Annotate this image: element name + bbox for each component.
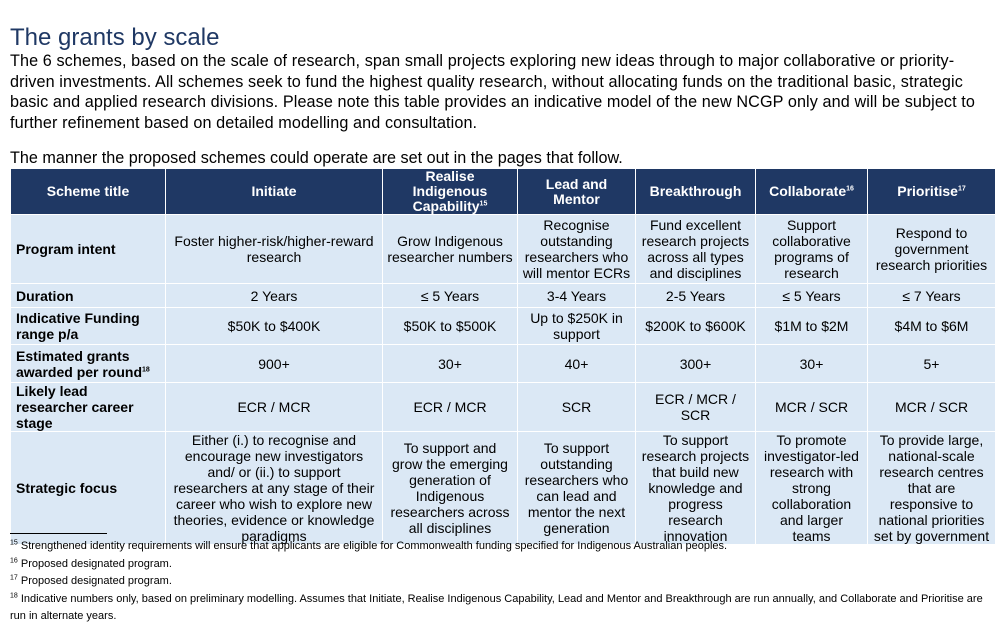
table-cell: ≤ 5 Years bbox=[383, 284, 518, 308]
table-cell: To support outstanding researchers who can lead and mentor the next generation bbox=[518, 432, 636, 545]
table-cell: ECR / MCR bbox=[383, 383, 518, 432]
table-cell: 900+ bbox=[166, 345, 383, 383]
table-cell: Either (i.) to recognise and encourage new investigators and/ or (ii.) to support researchers at any stage of their career who wish to explore new theories, evidence or knowledge paradigms bbox=[166, 432, 383, 545]
table-cell: MCR / SCR bbox=[756, 383, 868, 432]
footnote: $^{17}$ Proposed designated program. bbox=[10, 574, 172, 587]
footnote: $^{15}$ Strengthened identity requirements will ensure that applicants are eligible for Commonwealth funding specified for Indigenous Australian peoples. bbox=[10, 539, 728, 552]
table-row-funding bbox=[11, 308, 996, 345]
table-cell: $4M to $6M bbox=[868, 308, 996, 345]
header-scheme-title: Scheme title bbox=[11, 169, 166, 215]
table-cell: 40+ bbox=[518, 345, 636, 383]
row-label: Indicative Funding range p/a bbox=[11, 308, 166, 345]
table-cell: Support collaborative programs of research bbox=[756, 215, 868, 284]
table-cell: $50K to $500K bbox=[383, 308, 518, 345]
table-cell: 30+ bbox=[756, 345, 868, 383]
table-row-strategic-focus bbox=[11, 432, 996, 545]
header-breakthrough: Breakthrough bbox=[636, 169, 756, 215]
table-cell: SCR bbox=[518, 383, 636, 432]
page-title: The grants by scale bbox=[10, 24, 220, 52]
header-realise-indigenous-capability: Realise Indigenous Capability$^{15}$ bbox=[383, 169, 518, 215]
footnote-divider bbox=[10, 533, 107, 534]
header-prioritise: Prioritise$^{17}$ bbox=[868, 169, 996, 215]
row-label: Estimated grants awarded per round$^{18}$ bbox=[11, 345, 166, 383]
table-cell: To support research projects that build new knowledge and progress research innovation bbox=[636, 432, 756, 545]
table-cell: Fund excellent research projects across all types and disciplines bbox=[636, 215, 756, 284]
header-initiate: Initiate bbox=[166, 169, 383, 215]
footnotes bbox=[10, 538, 995, 626]
grants-table bbox=[10, 168, 996, 545]
footnote: $^{16}$ Proposed designated program. bbox=[10, 556, 172, 570]
table-cell: $200K to $600K bbox=[636, 308, 756, 345]
table-cell: Foster higher-risk/higher-reward research bbox=[166, 215, 383, 284]
table-cell: 2 Years bbox=[166, 284, 383, 308]
table-cell: $50K to $400K bbox=[166, 308, 383, 345]
row-label: Likely lead researcher career stage bbox=[11, 383, 166, 432]
table-cell: ≤ 5 Years bbox=[756, 284, 868, 308]
table-row-career-stage bbox=[11, 383, 996, 432]
table-cell: To provide large, national-scale research centres that are responsive to national priorities set by government bbox=[868, 432, 996, 545]
row-label: Program intent bbox=[11, 215, 166, 284]
table-cell: $1M to $2M bbox=[756, 308, 868, 345]
table-cell: Grow Indigenous researcher numbers bbox=[383, 215, 518, 284]
table-cell: MCR / SCR bbox=[868, 383, 996, 432]
row-label: Duration bbox=[11, 284, 166, 308]
header-collaborate: Collaborate$^{16}$ bbox=[756, 169, 868, 215]
table-cell: To support and grow the emerging generation of Indigenous researchers across all disciplines bbox=[383, 432, 518, 545]
table-header-row bbox=[11, 169, 996, 215]
table-cell: ≤ 7 Years bbox=[868, 284, 996, 308]
table-row-program-intent bbox=[11, 215, 996, 284]
table-cell: 5+ bbox=[868, 345, 996, 383]
intro-paragraph: The 6 schemes, based on the scale of research, span small projects exploring new ideas through to major collaborative or priority-driven investments. All schemes seek to fund the highest quality research, without allocating funds on the traditional basic, strategic basic and applied research divisions. Please note this table provides an indicative model of the new NCGP only and will be subject to further refinement based on detailed modelling and consultation. bbox=[10, 52, 976, 132]
table-cell: 30+ bbox=[383, 345, 518, 383]
table-cell: To promote investigator-led research with strong collaboration and larger teams bbox=[756, 432, 868, 545]
table-cell: Recognise outstanding researchers who will mentor ECRs bbox=[518, 215, 636, 284]
table-cell: 2-5 Years bbox=[636, 284, 756, 308]
lead-in-sentence: The manner the proposed schemes could operate are set out in the pages that follow. bbox=[10, 149, 623, 167]
table-cell: 3-4 Years bbox=[518, 284, 636, 308]
table-row-estimated-grants bbox=[11, 345, 996, 383]
header-lead-and-mentor: Lead and Mentor bbox=[518, 169, 636, 215]
footnote: $^{18}$ Indicative numbers only, based on preliminary modelling. Assumes that Initiate, Realise Indigenous Capability, Lead and Mentor and Breakthrough are run annually, and Collaborate and Prioritise are run in alternate years. bbox=[10, 591, 983, 622]
table-cell: Respond to government research priorities bbox=[868, 215, 996, 284]
table-cell: ECR / MCR bbox=[166, 383, 383, 432]
table-cell: 300+ bbox=[636, 345, 756, 383]
table-cell: ECR / MCR / SCR bbox=[636, 383, 756, 432]
table-row-duration bbox=[11, 284, 996, 308]
table-cell: Up to $250K in support bbox=[518, 308, 636, 345]
row-label: Strategic focus bbox=[11, 432, 166, 545]
